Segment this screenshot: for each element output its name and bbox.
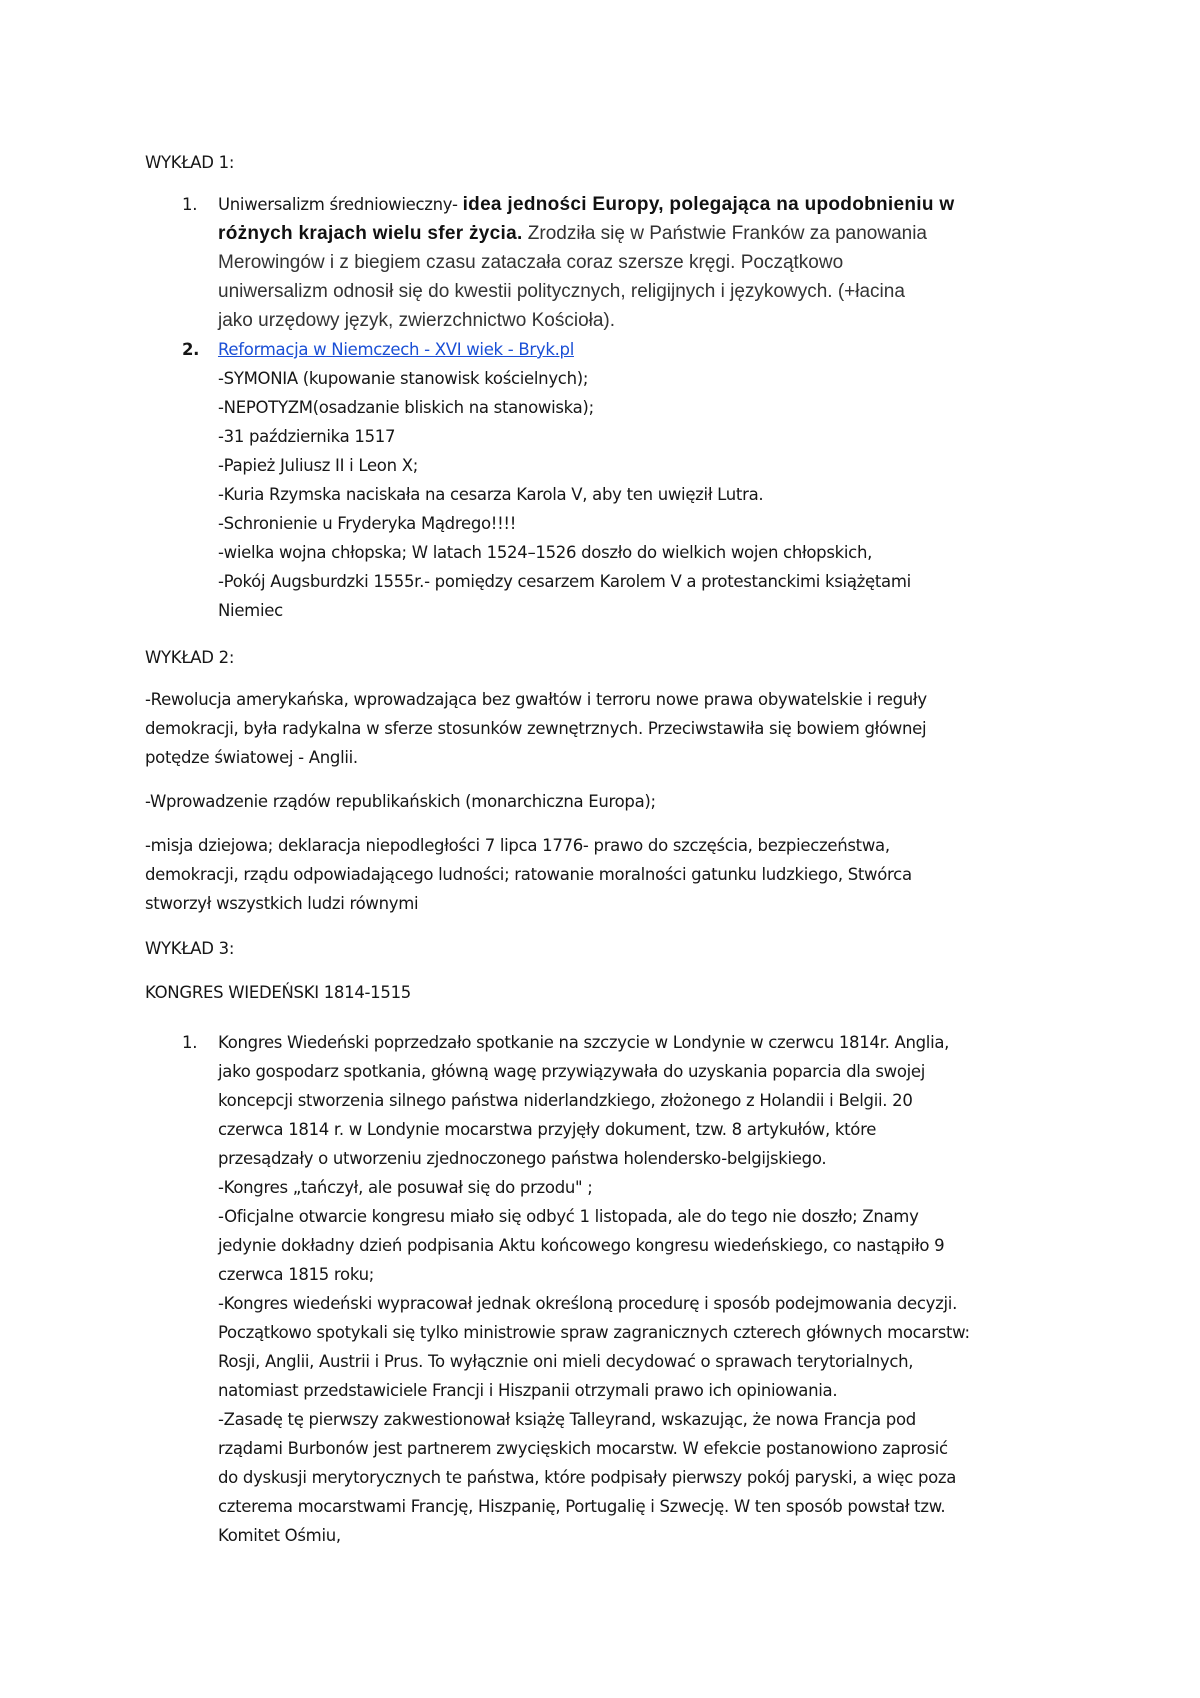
- congress-line: przesądzały o utworzeniu zjednoczonego państwa holendersko-belgijskiego.: [218, 1149, 827, 1168]
- reformation-line: -Pokój Augsburdzki 1555r.- pomiędzy cesarzem Karolem V a protestanckimi książętami: [218, 572, 911, 591]
- reformation-line: Niemiec: [218, 601, 283, 620]
- congress-of-vienna-heading: KONGRES WIEDEŃSKI 1814-1515: [145, 983, 411, 1002]
- universalism-line-4: uniwersalizm odnosił się do kwestii politycznych, religijnych i językowych. (+łacina: [218, 281, 905, 302]
- congress-line: -Oficjalne otwarcie kongresu miało się odbyć 1 listopada, ale do tego nie doszło; Znamy: [218, 1207, 919, 1226]
- paragraph-line: demokracji, rządu odpowiadającego ludności; ratowanie moralności gatunku ludzkiego, Stwórca: [145, 865, 912, 884]
- reformation-line: -wielka wojna chłopska; W latach 1524–1526 doszło do wielkich wojen chłopskich,: [218, 543, 873, 562]
- historical-mission-paragraph: [145, 831, 1075, 918]
- list-number: 1.: [182, 1033, 198, 1052]
- congress-line: rządami Burbonów jest partnerem zwycięskich mocarstw. W efekcie postanowiono zaprosić: [218, 1439, 948, 1458]
- paragraph-line: demokracji, była radykalna w sferze stosunków zewnętrznych. Przeciwstawiła się bowiem głównej: [145, 719, 927, 738]
- paragraph-line: potędze światowej - Anglii.: [145, 748, 358, 767]
- congress-line: -Zasadę tę pierwszy zakwestionował książę Talleyrand, wskazując, że nowa Francja pod: [218, 1410, 916, 1429]
- congress-line: jako gospodarz spotkania, główną wagę przywiązywała do uzyskania poparcia dla swojej: [218, 1062, 926, 1081]
- list-number: 1.: [182, 195, 198, 214]
- list-item-congress-of-vienna: [145, 1028, 1075, 1550]
- universalism-definition-part-1: idea jedności Europy, polegająca na upodobnieniu w: [462, 194, 955, 215]
- paragraph-line: -misja dziejowa; deklaracja niepodległości 7 lipca 1776- prawo do szczęścia, bezpieczeństwa,: [145, 836, 890, 855]
- universalism-definition-part-2: różnych krajach wielu sfer życia.: [218, 223, 523, 244]
- congress-line: Komitet Ośmiu,: [218, 1526, 341, 1545]
- congress-line: -Kongres wiedeński wypracował jednak określoną procedurę i sposób podejmowania decyzji.: [218, 1294, 958, 1313]
- congress-line: czerwca 1814 r. w Londynie mocarstwa przyjęły dokument, tzw. 8 artykułów, które: [218, 1120, 877, 1139]
- congress-line: czerwca 1815 roku;: [218, 1265, 375, 1284]
- congress-line: Początkowo spotykali się tylko ministrowie spraw zagranicznych czterech głównych mocarstw:: [218, 1323, 970, 1342]
- reformation-line: -NEPOTYZM(osadzanie bliskich na stanowiska);: [218, 398, 594, 417]
- lecture-3-list: [145, 1028, 1075, 1550]
- reformation-line: -SYMONIA (kupowanie stanowisk kościelnych);: [218, 369, 589, 388]
- lecture-2-heading: WYKŁAD 2:: [145, 648, 235, 667]
- universalism-line-5: jako urzędowy język, zwierzchnictwo Kościoła).: [218, 310, 616, 331]
- reformation-line: -Papież Juliusz II i Leon X;: [218, 456, 418, 475]
- congress-line: Rosji, Anglii, Austrii i Prus. To wyłącznie oni mieli decydować o sprawach terytorialnych,: [218, 1352, 914, 1371]
- lecture-3-heading: WYKŁAD 3:: [145, 939, 235, 958]
- congress-line: czterema mocarstwami Francję, Hiszpanię, Portugalię i Szwecję. W ten sposób powstał tzw.: [218, 1497, 946, 1516]
- congress-line: do dyskusji merytorycznych te państwa, które podpisały pierwszy pokój paryski, a więc poza: [218, 1468, 957, 1487]
- congress-line: koncepcji stworzenia silnego państwa niderlandzkiego, złożonego z Holandii i Belgii. 20: [218, 1091, 913, 1110]
- universalism-origin: Zrodziła się w Państwie Franków za panowania: [522, 223, 927, 244]
- reformation-link[interactable]: Reformacja w Niemczech - XVI wiek - Bryk.pl: [218, 340, 574, 359]
- list-item-reformation: [145, 335, 1075, 625]
- republican-governments-paragraph: [145, 787, 1075, 816]
- lecture-1-heading: WYKŁAD 1:: [145, 153, 235, 172]
- congress-line: jedynie dokładny dzień podpisania Aktu końcowego kongresu wiedeńskiego, co nastąpiło 9: [218, 1236, 945, 1255]
- reformation-line: -Schronienie u Fryderyka Mądrego!!!!: [218, 514, 517, 533]
- universalism-line-3: Merowingów i z biegiem czasu zataczała coraz szersze kręgi. Początkowo: [218, 252, 844, 273]
- list-number: 2.: [182, 340, 200, 359]
- universalism-line-1: [218, 190, 1075, 219]
- reformation-line: -31 października 1517: [218, 427, 396, 446]
- paragraph-line: -Wprowadzenie rządów republikańskich (monarchiczna Europa);: [145, 792, 656, 811]
- universalism-term: Uniwersalizm średniowieczny-: [218, 195, 463, 214]
- lecture-1-list: [145, 190, 1075, 625]
- congress-line: natomiast przedstawiciele Francji i Hiszpanii otrzymali prawo ich opiniowania.: [218, 1381, 838, 1400]
- american-revolution-paragraph: [145, 685, 1075, 772]
- universalism-line-2: [218, 219, 1075, 248]
- paragraph-line: -Rewolucja amerykańska, wprowadzająca bez gwałtów i terroru nowe prawa obywatelskie i reguły: [145, 690, 927, 709]
- congress-line: Kongres Wiedeński poprzedzało spotkanie na szczycie w Londynie w czerwcu 1814r. Anglia,: [218, 1033, 950, 1052]
- paragraph-line: stworzył wszystkich ludzi równymi: [145, 894, 419, 913]
- list-item-universalism: [145, 190, 1075, 335]
- reformation-line: -Kuria Rzymska naciskała na cesarza Karola V, aby ten uwięził Lutra.: [218, 485, 764, 504]
- congress-line: -Kongres „tańczył, ale posuwał się do przodu" ;: [218, 1178, 593, 1197]
